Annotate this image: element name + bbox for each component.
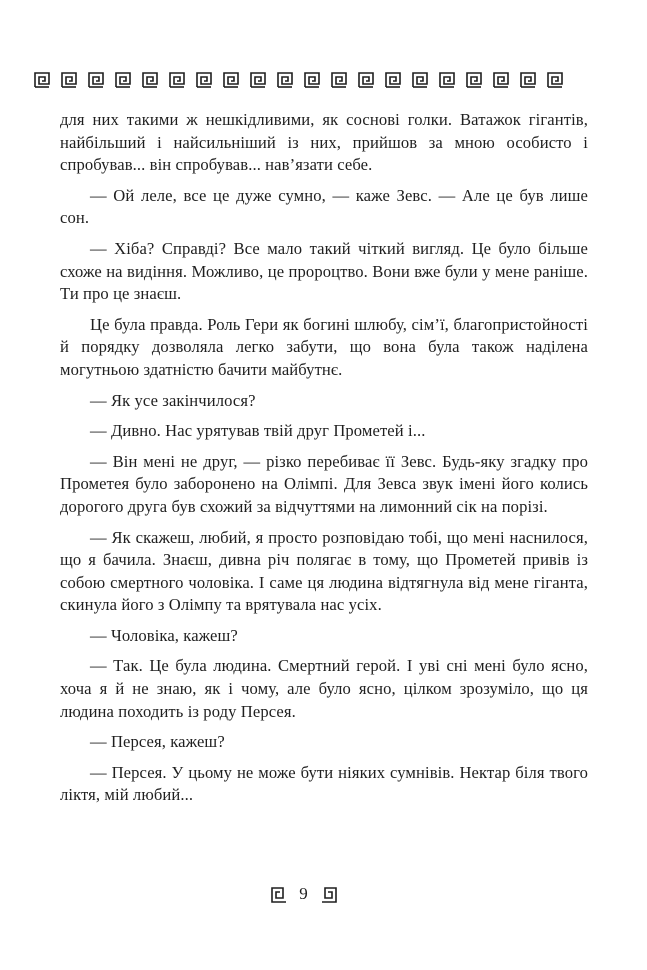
greek-key-unit-icon	[62, 73, 76, 87]
greek-key-unit-icon	[224, 73, 238, 87]
page-number: 9	[299, 884, 308, 903]
greek-key-unit-icon	[89, 73, 103, 87]
greek-key-left-icon	[271, 887, 287, 903]
greek-key-unit-icon	[251, 73, 265, 87]
paragraph-continuation: для них такими ж нешкідливими, як соснові голки. Ватажок гігантів, найбільший і найсильніший із них, прийшов за мною особисто і спробував... він спробував... нав’язати себе.	[60, 110, 588, 175]
greek-key-unit-icon	[197, 73, 211, 87]
paragraph: — Як скажеш, любий, я просто розповідаю тобі, що мені наснилося, що я бачила. Знаєш, дивна річ полягає в тому, що Прометей привів із собою смертного чоловіка. І саме ця людина відтягнула від мене гіганта, скинула його з Олімпу та врятувала нас усіх.	[60, 527, 588, 615]
greek-key-unit-icon	[143, 73, 157, 87]
page-footer	[0, 883, 647, 907]
greek-key-unit-icon	[440, 73, 454, 87]
greek-key-unit-icon	[170, 73, 184, 87]
paragraph: — Чоловіка, кажеш?	[90, 625, 238, 645]
greek-key-right-icon	[321, 887, 337, 903]
greek-key-unit-icon	[521, 73, 535, 87]
paragraph: — Персея, кажеш?	[90, 732, 225, 752]
paragraph: Це була правда. Роль Гери як богині шлюбу, сім’ї, благопристойності й порядку дозволяла легко забути, що вона була також наділена могутньою здатністю бачити майбутнє.	[60, 314, 588, 379]
greek-key-unit-icon	[413, 73, 427, 87]
paragraph: — Як усе закінчилося?	[90, 390, 256, 410]
paragraph: — Він мені не друг, — різко перебиває її Зевс. Будь-яку згадку про Прометея було заборонено на Олімпі. Для Зевса звук імені його колись дорогого друга був схожий за відчуттями на лимонний сік на порізі.	[60, 451, 588, 516]
greek-key-unit-icon	[332, 73, 346, 87]
paragraph: — Персея. У цьому не може бути ніяких сумнівів. Нектар біля твого ліктя, мій любий...	[60, 762, 588, 805]
greek-key-unit-icon	[305, 73, 319, 87]
paragraph: — Ой леле, все це дуже сумно, — каже Зевс. — Але це був лише сон.	[60, 185, 588, 228]
greek-key-unit-icon	[278, 73, 292, 87]
greek-key-unit-icon	[548, 73, 562, 87]
greek-key-unit-icon	[386, 73, 400, 87]
greek-key-unit-icon	[467, 73, 481, 87]
greek-key-unit-icon	[35, 73, 49, 87]
greek-key-unit-icon	[116, 73, 130, 87]
chapter-body-text	[60, 109, 588, 815]
greek-key-border-icon	[34, 72, 574, 88]
paragraph: — Так. Це була людина. Смертний герой. І уві сні мені було ясно, хоча я й не знаю, як і чому, але було ясно, цілком зрозуміло, що ця людина походить із роду Персея.	[60, 656, 588, 721]
greek-key-unit-icon	[359, 73, 373, 87]
paragraph: — Дивно. Нас урятував твій друг Прометей і...	[90, 421, 426, 441]
greek-key-unit-icon	[494, 73, 508, 87]
paragraph: — Хіба? Справді? Все мало такий чіткий вигляд. Це було більше схоже на видіння. Можливо, це пророцтво. Вони вже були у мене раніше. Ти про це знаєш.	[60, 238, 588, 304]
